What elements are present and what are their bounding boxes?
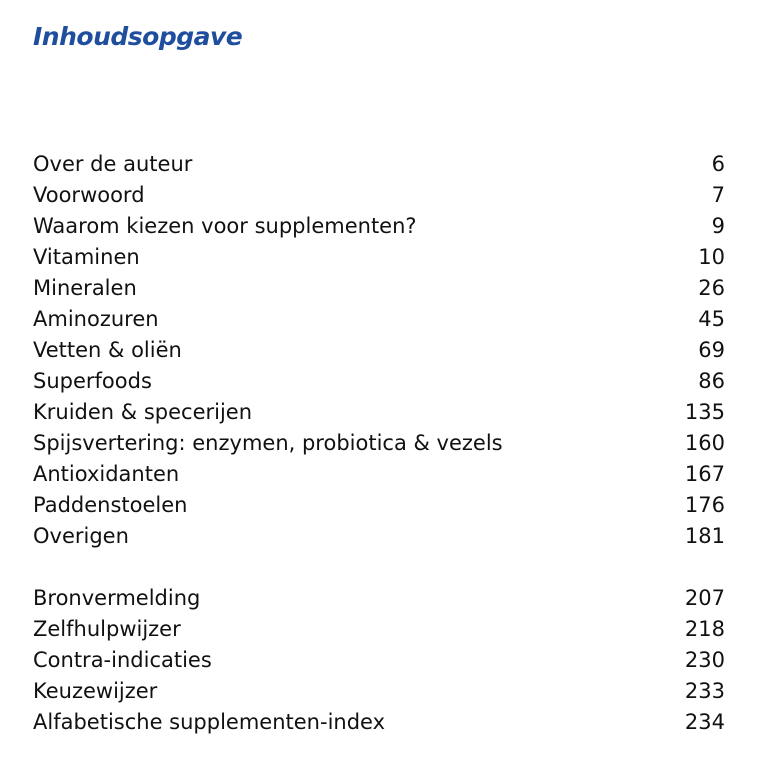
toc-entry[interactable] xyxy=(33,242,725,273)
toc-entry-label: Aminozuren xyxy=(33,307,159,331)
toc-entry[interactable] xyxy=(33,428,725,459)
toc-entry-label: Antioxidanten xyxy=(33,462,180,486)
toc-entry-label: Overigen xyxy=(33,524,129,548)
toc-entry[interactable] xyxy=(33,459,725,490)
toc-entry-label: Vitaminen xyxy=(33,245,140,269)
toc-entry[interactable] xyxy=(33,614,725,645)
toc-entry-label: Mineralen xyxy=(33,276,137,300)
toc-entry-label: Over de auteur xyxy=(33,152,193,176)
toc-entry-label: Paddenstoelen xyxy=(33,493,188,517)
toc-entry[interactable] xyxy=(33,397,725,428)
page-title: Inhoudsopgave xyxy=(33,22,243,51)
toc-entry-page: 6 xyxy=(711,152,725,176)
toc-entry-label: Vetten & oliën xyxy=(33,338,182,362)
toc-entry-page: 207 xyxy=(684,586,725,610)
toc-entry-page: 230 xyxy=(684,648,725,672)
toc-entry-page: 218 xyxy=(684,617,725,641)
toc-entry[interactable] xyxy=(33,211,725,242)
toc-entry-page: 7 xyxy=(711,183,725,207)
toc-entry-page: 181 xyxy=(684,524,725,548)
toc-entry[interactable] xyxy=(33,335,725,366)
toc-entry-label: Superfoods xyxy=(33,369,152,393)
toc-entry[interactable] xyxy=(33,490,725,521)
toc-entry-page: 86 xyxy=(698,369,725,393)
toc-entry[interactable] xyxy=(33,366,725,397)
toc-entry[interactable] xyxy=(33,149,725,180)
toc-entry-page: 45 xyxy=(698,307,725,331)
toc-entry-page: 234 xyxy=(684,710,725,734)
toc-entry-label: Zelfhulpwijzer xyxy=(33,617,181,641)
toc-entry-page: 167 xyxy=(684,462,725,486)
toc-entry-label: Spijsvertering: enzymen, probiotica & vezels xyxy=(33,431,503,455)
toc-entry-page: 69 xyxy=(698,338,725,362)
toc-entry-page: 9 xyxy=(711,214,725,238)
toc-entry-page: 176 xyxy=(684,493,725,517)
toc-entry-page: 233 xyxy=(684,679,725,703)
toc-entry-label: Contra-indicaties xyxy=(33,648,212,672)
toc-entry[interactable] xyxy=(33,521,725,552)
toc-entry[interactable] xyxy=(33,676,725,707)
toc-entry-page: 160 xyxy=(684,431,725,455)
toc-entry-page: 10 xyxy=(698,245,725,269)
toc-entry-label: Waarom kiezen voor supplementen? xyxy=(33,214,417,238)
toc-entry-label: Keuzewijzer xyxy=(33,679,158,703)
toc-entry-label: Alfabetische supplementen-index xyxy=(33,710,386,734)
toc-entry[interactable] xyxy=(33,180,725,211)
toc-entry[interactable] xyxy=(33,707,725,738)
toc-entry[interactable] xyxy=(33,645,725,676)
toc-entry-page: 135 xyxy=(684,400,725,424)
toc-entry-page: 26 xyxy=(698,276,725,300)
toc-appendix-list xyxy=(33,583,725,738)
toc-entry[interactable] xyxy=(33,583,725,614)
toc-entry[interactable] xyxy=(33,273,725,304)
toc-entry-label: Bronvermelding xyxy=(33,586,201,610)
toc-entry-label: Kruiden & specerijen xyxy=(33,400,253,424)
toc-entry[interactable] xyxy=(33,304,725,335)
toc-entry-label: Voorwoord xyxy=(33,183,145,207)
toc-main-list xyxy=(33,149,725,552)
